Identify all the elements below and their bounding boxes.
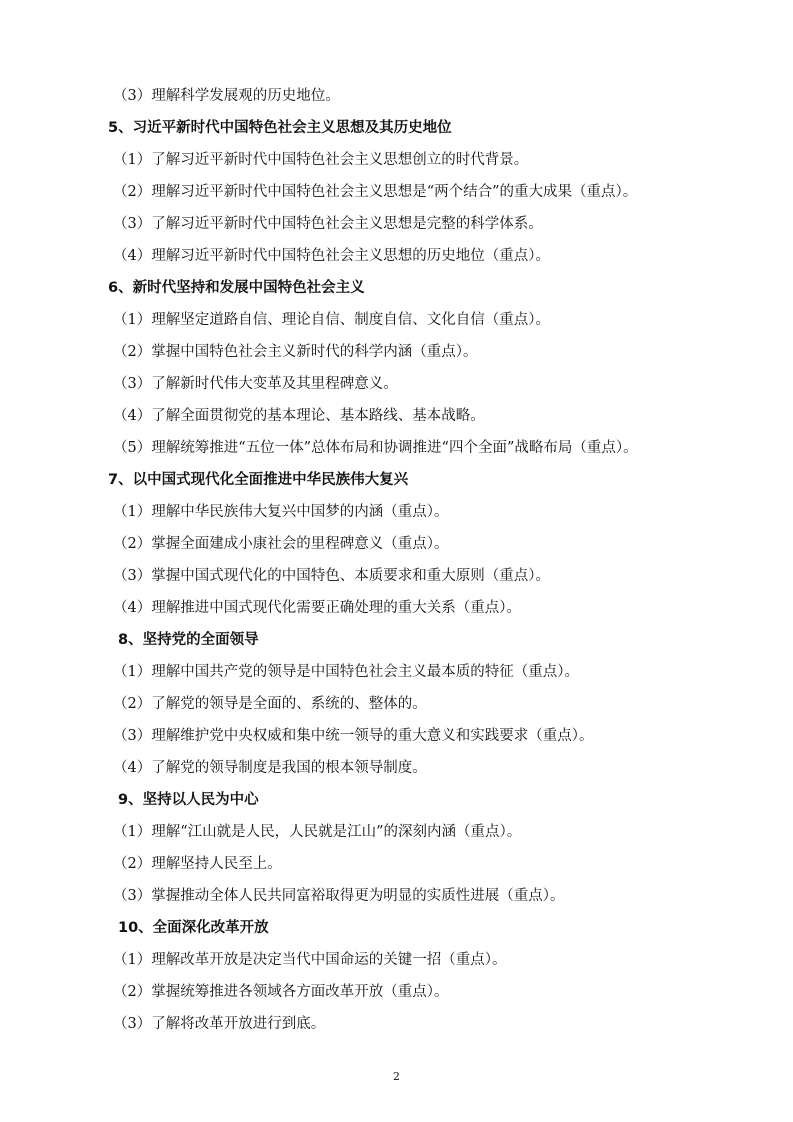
list-item: （3）理解维护党中央权威和集中统一领导的重大意义和实践要求（重点）。: [113, 728, 594, 744]
section-heading: 5、习近平新时代中国特色社会主义思想及其历史地位: [108, 120, 452, 136]
list-item: （1）理解“江山就是人民，人民就是江山”的深刻内涵（重点）。: [113, 824, 522, 840]
section-heading: 7、以中国式现代化全面推进中华民族伟大复兴: [108, 472, 409, 488]
section-heading: 10、全面深化改革开放: [118, 920, 269, 936]
page-number: 2: [393, 1070, 400, 1083]
list-item: （3）理解科学发展观的历史地位。: [113, 88, 340, 104]
list-item: （1）理解中华民族伟大复兴中国梦的内涵（重点）。: [113, 504, 449, 520]
list-item: （2）掌握统筹推进各领域各方面改革开放（重点）。: [113, 984, 449, 1000]
list-item: （4）了解全面贯彻党的基本理论、基本路线、基本战略。: [113, 408, 485, 424]
list-item: （3）掌握推动全体人民共同富裕取得更为明显的实质性进展（重点）。: [113, 888, 565, 904]
list-item: （4）了解党的领导制度是我国的根本领导制度。: [113, 760, 427, 776]
list-item: （3）掌握中国式现代化的中国特色、本质要求和重大原则（重点）。: [113, 568, 550, 584]
list-item: （1）理解中国共产党的领导是中国特色社会主义最本质的特征（重点）。: [113, 664, 579, 680]
list-item: （2）掌握全面建成小康社会的里程碑意义（重点）。: [113, 536, 449, 552]
list-item: （3）了解将改革开放进行到底。: [113, 1016, 326, 1032]
list-item: （5）理解统筹推进“五位一体”总体布局和协调推进“四个全面”战略布局（重点）。: [113, 440, 638, 456]
section-heading: 8、坚持党的全面领导: [118, 632, 259, 648]
list-item: （3）了解习近平新时代中国特色社会主义思想是完整的科学体系。: [113, 216, 543, 232]
list-item: （2）理解坚持人民至上。: [113, 856, 282, 872]
list-item: （2）理解习近平新时代中国特色社会主义思想是“两个结合”的重大成果（重点）。: [113, 184, 638, 200]
list-item: （4）理解推进中国式现代化需要正确处理的重大关系（重点）。: [113, 600, 521, 616]
list-item: （1）理解改革开放是决定当代中国命运的关键一招（重点）。: [113, 952, 507, 968]
list-item: （2）了解党的领导是全面的、系统的、整体的。: [113, 696, 427, 712]
list-item: （2）掌握中国特色社会主义新时代的科学内涵（重点）。: [113, 344, 478, 360]
section-heading: 6、新时代坚持和发展中国特色社会主义: [108, 280, 365, 296]
section-heading: 9、坚持以人民为中心: [118, 792, 259, 808]
list-item: （3）了解新时代伟大变革及其里程碑意义。: [113, 376, 398, 392]
list-item: （4）理解习近平新时代中国特色社会主义思想的历史地位（重点）。: [113, 248, 550, 264]
list-item: （1）理解坚定道路自信、理论自信、制度自信、文化自信（重点）。: [113, 312, 550, 328]
list-item: （1）了解习近平新时代中国特色社会主义思想创立的时代背景。: [113, 152, 529, 168]
